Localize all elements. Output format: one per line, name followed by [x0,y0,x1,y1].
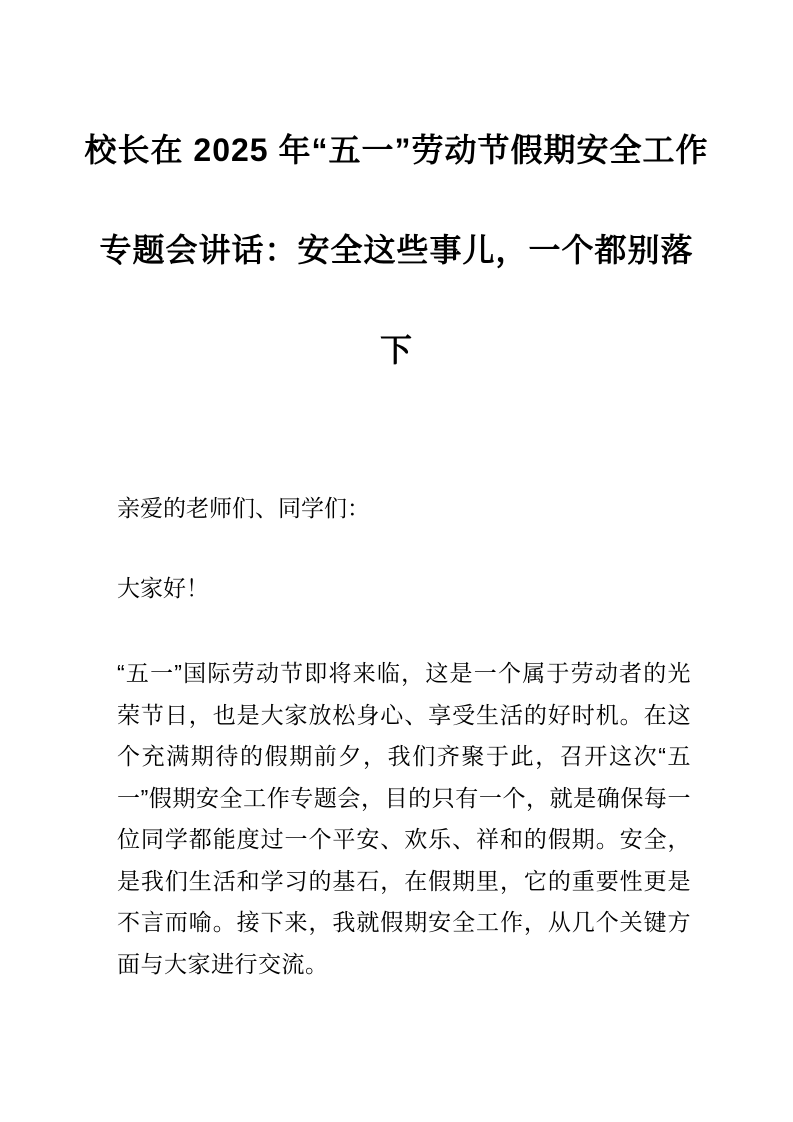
document-title [0,100,793,400]
salutation-line: 大家好！ [117,574,209,601]
greeting-line: 亲爱的老师们、同学们： [117,495,370,521]
document-title-line: 校长在 2025 年“五一”劳动节假期安全工作 [84,132,709,168]
document-title-line: 专题会讲话：安全这些事儿，一个都别落 [99,232,694,268]
document-title-line: 下 [379,332,413,368]
body-paragraphs [117,653,691,985]
document-body [0,488,691,985]
body-paragraph: “五一”国际劳动节即将来临，这是一个属于劳动者的光荣节日，也是大家放松身心、享受生活的好时机。在这个充满期待的假期前夕，我们齐聚于此，召开这次“五一”假期安全工作专题会，目的只有一个，就是确保每一位同学都能度过一个平安、欢乐、祥和的假期。安全，是我们生活和学习的基石，在假期里，它的重要性更是不言而喻。接下来，我就假期安全工作，从几个关键方面与大家进行交流。 [117,660,691,977]
